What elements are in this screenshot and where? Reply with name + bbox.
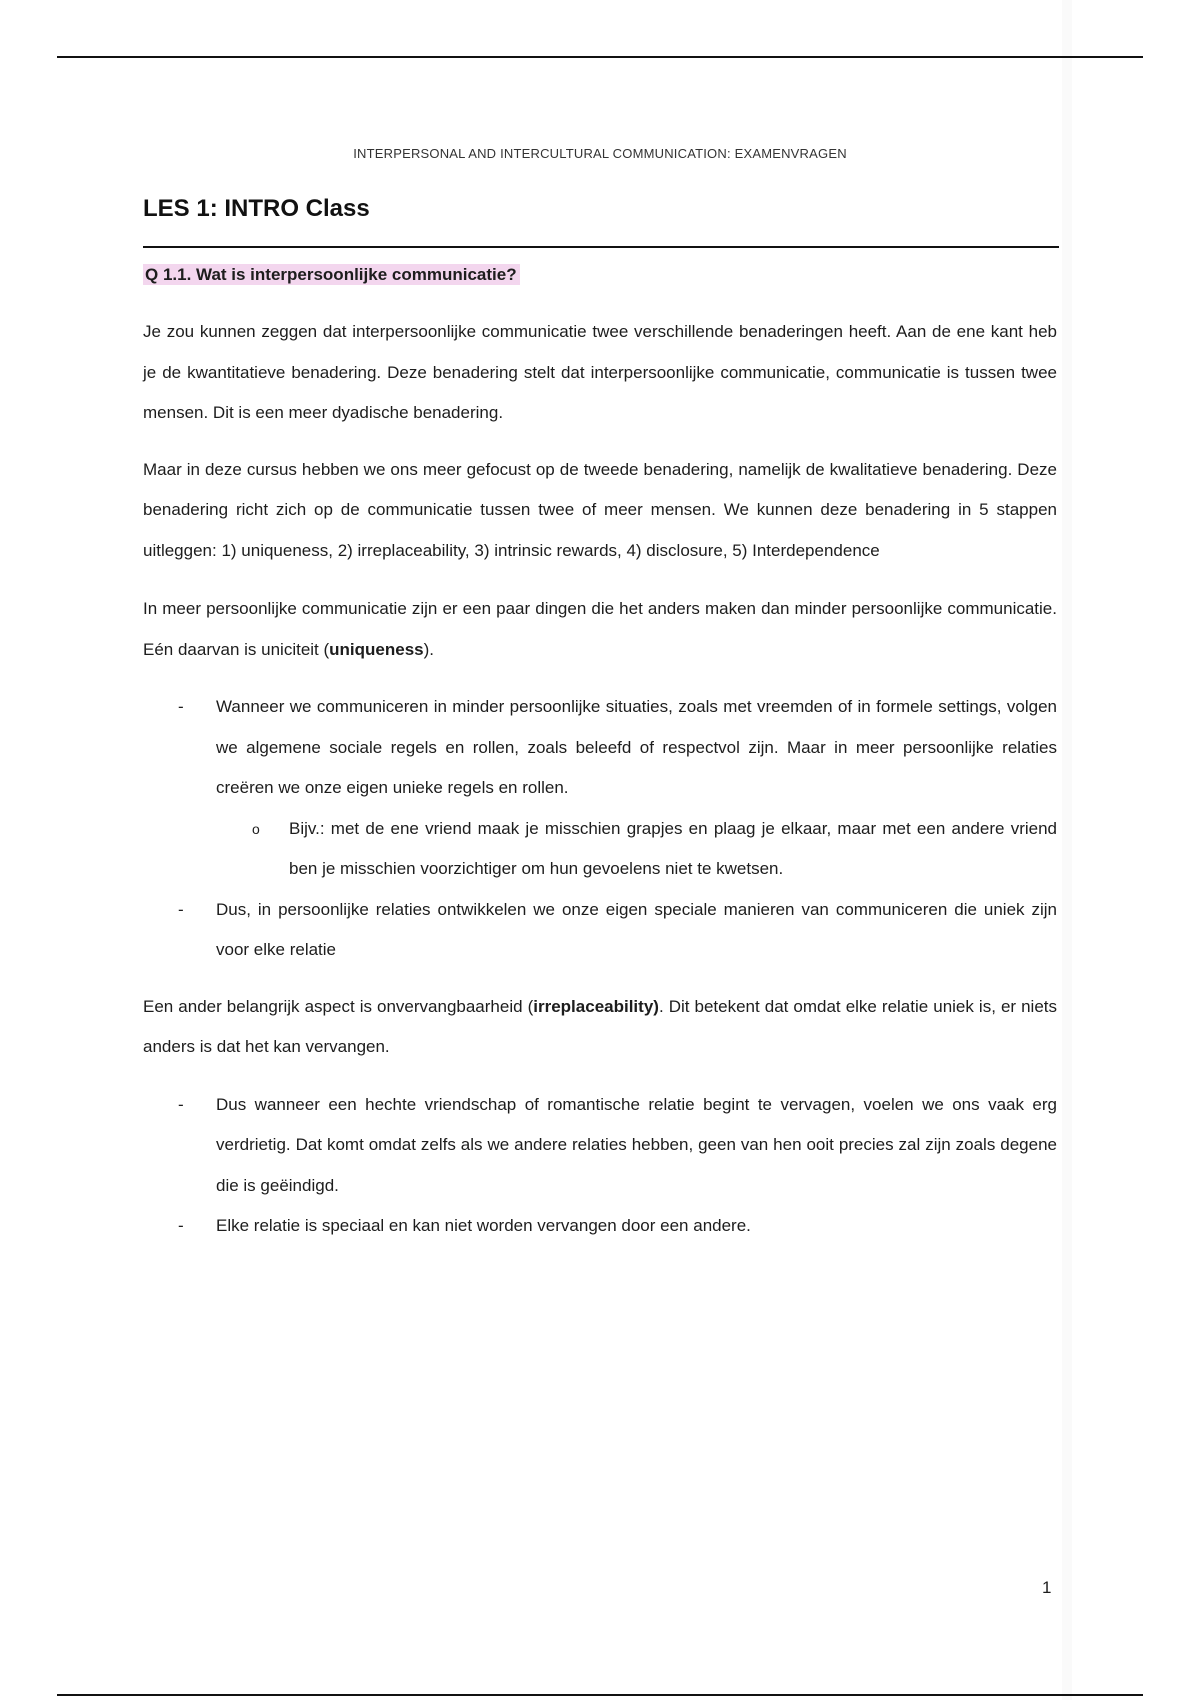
uniqueness-list <box>143 687 1057 971</box>
term-uniqueness: uniqueness <box>329 639 424 659</box>
dash-bullet: - <box>178 697 184 716</box>
paragraph-irreplaceability-end: . Dit betekent dat omdat elke relatie uniek is, er niets anders is dat het kan vervangen. <box>143 996 1057 1056</box>
list-item-text: Dus wanneer een hechte vriendschap of romantische relatie begint te vervagen, voelen we ons vaak erg verdrietig. Dat komt omdat zelfs als we andere relaties hebben, geen van hen ooit precies zal zijn zoals degene die is geëindigd. <box>216 1094 1057 1195</box>
page-number: 1 <box>1042 1578 1052 1597</box>
paragraph-uniqueness-text: In meer persoonlijke communicatie zijn er een paar dingen die het anders maken dan minder persoonlijke communicatie. Eén daarvan is uniciteit ( <box>143 599 1057 659</box>
list-item-text: Wanneer we communiceren in minder persoonlijke situaties, zoals met vreemden of in formele settings, volgen we algemene sociale regels en rollen, zoals beleefd of respectvol zijn. Maar in meer persoonlijke relaties creëren we onze eigen unieke regels en rollen. <box>216 697 1057 797</box>
page-content <box>143 192 1057 1247</box>
paragraph-approaches: Je zou kunnen zeggen dat interpersoonlijke communicatie twee verschillende benaderingen heeft. Aan de ene kant heb je de kwantitatieve benadering. Deze benadering stelt dat interpersoonlijke communicatie, communicatie is tussen twee mensen. Dit is een meer dyadische benadering. <box>143 322 1057 422</box>
list-item <box>143 890 1057 971</box>
page-edge-shade <box>1062 0 1072 1700</box>
bottom-rule <box>57 1694 1143 1696</box>
irreplaceability-list <box>143 1085 1057 1247</box>
list-item-text: Elke relatie is speciaal en kan niet worden vervangen door een andere. <box>216 1216 751 1235</box>
paragraph-uniqueness <box>143 589 1057 670</box>
list-item <box>143 1206 1057 1247</box>
paragraph-qualitative: Maar in deze cursus hebben we ons meer gefocust op de tweede benadering, namelijk de kwalitatieve benadering. Deze benadering richt zich op de communicatie tussen twee of meer mensen. We kunnen deze benadering in 5 stappen uitleggen: 1) uniqueness, 2) irreplaceability, 3) intrinsic rewards, 4) disclosure, 5) Interdependence <box>143 459 1057 560</box>
paragraph-irreplaceability-text: Een ander belangrijk aspect is onvervangbaarheid ( <box>143 996 534 1016</box>
list-item <box>143 687 1057 809</box>
circle-bullet: o <box>252 820 260 837</box>
list-item <box>143 1085 1057 1207</box>
dash-bullet: - <box>178 1216 184 1235</box>
lesson-title: LES 1: INTRO Class <box>143 195 370 222</box>
dash-bullet: - <box>178 1094 184 1114</box>
top-rule <box>57 56 1143 58</box>
sub-list-item <box>143 809 1057 890</box>
question-text: Q 1.1. Wat is interpersoonlijke communicatie? <box>143 264 520 285</box>
page-header: INTERPERSONAL AND INTERCULTURAL COMMUNICATION: EXAMENVRAGEN <box>353 146 847 161</box>
paragraph-irreplaceability <box>143 987 1057 1068</box>
paragraph-uniqueness-end: ). <box>423 639 435 659</box>
title-rule <box>143 246 1059 248</box>
term-irreplaceability: irreplaceability) <box>533 996 659 1016</box>
question-heading <box>143 262 1057 289</box>
sub-list-item-text: Bijv.: met de ene vriend maak je misschien grapjes en plaag je elkaar, maar met een andere vriend ben je misschien voorzichtiger om hun gevoelens niet te kwetsen. <box>289 818 1057 878</box>
dash-bullet: - <box>178 899 184 919</box>
list-item-text: Dus, in persoonlijke relaties ontwikkelen we onze eigen speciale manieren van communiceren die uniek zijn voor elke relatie <box>216 899 1057 959</box>
